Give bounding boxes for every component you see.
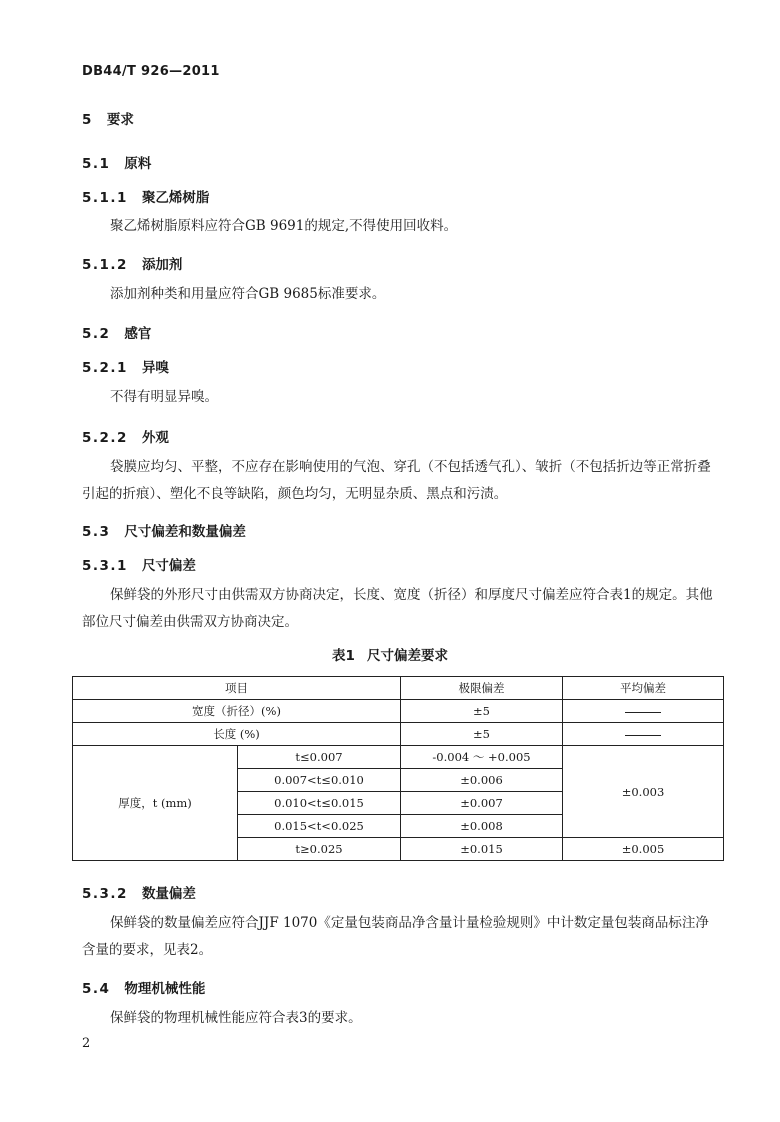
section-number: 5.3.2 bbox=[82, 886, 128, 902]
section-5-1-2-heading bbox=[82, 253, 182, 273]
section-number: 5.3.1 bbox=[82, 558, 128, 574]
section-5-3-2-heading bbox=[82, 882, 196, 902]
section-5-3-1-heading bbox=[82, 554, 196, 574]
empty-dash bbox=[625, 735, 661, 736]
section-5-2-1-heading bbox=[82, 356, 169, 376]
header-average-deviation: 平均偏差 bbox=[563, 677, 724, 700]
section-title: 感官 bbox=[124, 326, 152, 342]
section-number: 5.2.1 bbox=[82, 360, 128, 376]
header-limit-deviation: 极限偏差 bbox=[401, 677, 563, 700]
section-title: 添加剂 bbox=[141, 257, 183, 273]
cell-limit: -0.004 ～ +0.005 bbox=[401, 746, 563, 769]
table-header-row bbox=[73, 677, 724, 700]
cell-item: 长度 (%) bbox=[73, 723, 401, 746]
cell-limit: ±0.015 bbox=[401, 838, 563, 861]
table-number: 表1 bbox=[332, 648, 355, 664]
section-5-4-text: 保鲜袋的物理机械性能应符合表3的要求。 bbox=[110, 1010, 362, 1026]
section-title: 异嗅 bbox=[141, 360, 169, 376]
empty-dash bbox=[625, 712, 661, 713]
section-5-3-1-text: 保鲜袋的外形尺寸由供需双方协商决定，长度、宽度（折径）和厚度尺寸偏差应符合表1的规定。其他部位尺寸偏差由供需双方协商决定。 bbox=[82, 587, 713, 630]
section-title: 要求 bbox=[106, 112, 134, 128]
section-number: 5 bbox=[82, 112, 93, 128]
table-row-thickness bbox=[73, 746, 724, 769]
section-5-1-2-text: 添加剂种类和用量应符合GB 9685标准要求。 bbox=[110, 286, 386, 302]
cell-thickness-label: 厚度，t (mm) bbox=[73, 746, 238, 861]
cell-range: 0.015<t<0.025 bbox=[238, 815, 401, 838]
section-5-1-1-heading bbox=[82, 186, 209, 206]
section-5-heading bbox=[82, 108, 134, 128]
header-item: 项目 bbox=[73, 677, 401, 700]
section-5-3-heading bbox=[82, 520, 246, 540]
cell-average-empty bbox=[563, 723, 724, 746]
section-title: 尺寸偏差和数量偏差 bbox=[124, 524, 246, 540]
table-row-length bbox=[73, 723, 724, 746]
section-5-2-2-text: 袋膜应均匀、平整，不应存在影响使用的气泡、穿孔（不包括透气孔）、皱折（不包括折边等正常折叠引起的折痕）、塑化不良等缺陷，颜色均匀，无明显杂质、黑点和污渍。 bbox=[82, 459, 711, 502]
cell-limit: ±0.007 bbox=[401, 792, 563, 815]
cell-average-thin: ±0.003 bbox=[563, 746, 724, 838]
section-title: 尺寸偏差 bbox=[141, 558, 196, 574]
cell-limit: ±0.006 bbox=[401, 769, 563, 792]
cell-average-thick: ±0.005 bbox=[563, 838, 724, 861]
cell-range: t≥0.025 bbox=[238, 838, 401, 861]
section-5-1-1-text: 聚乙烯树脂原料应符合GB 9691的规定,不得使用回收料。 bbox=[110, 218, 458, 234]
table-title: 尺寸偏差要求 bbox=[366, 648, 448, 664]
section-5-2-heading bbox=[82, 322, 151, 342]
section-title: 原料 bbox=[124, 156, 152, 172]
dimension-deviation-table bbox=[72, 676, 724, 861]
cell-limit: ±5 bbox=[401, 700, 563, 723]
section-5-2-2-heading bbox=[82, 426, 169, 446]
cell-limit: ±0.008 bbox=[401, 815, 563, 838]
cell-average-empty bbox=[563, 700, 724, 723]
cell-range: t≤0.007 bbox=[238, 746, 401, 769]
section-title: 外观 bbox=[141, 430, 169, 446]
section-number: 5.4 bbox=[82, 981, 111, 997]
page-number: 2 bbox=[82, 1036, 91, 1051]
section-number: 5.2 bbox=[82, 326, 111, 342]
section-5-3-2-text: 保鲜袋的数量偏差应符合JJF 1070《定量包装商品净含量计量检验规则》中计数定量包装商品标注净含量的要求，见表2。 bbox=[82, 915, 709, 958]
cell-range: 0.010<t≤0.015 bbox=[238, 792, 401, 815]
section-5-1-heading bbox=[82, 152, 151, 172]
cell-item: 宽度（折径）(%) bbox=[73, 700, 401, 723]
section-5-4-heading bbox=[82, 977, 205, 997]
section-number: 5.2.2 bbox=[82, 430, 128, 446]
document-code: DB44/T 926—2011 bbox=[82, 64, 220, 79]
table-1-caption bbox=[0, 644, 780, 664]
section-5-2-1-text: 不得有明显异嗅。 bbox=[110, 389, 218, 405]
section-title: 数量偏差 bbox=[141, 886, 196, 902]
section-title: 物理机械性能 bbox=[124, 981, 206, 997]
section-number: 5.1.2 bbox=[82, 257, 128, 273]
section-number: 5.1.1 bbox=[82, 190, 128, 206]
cell-range: 0.007<t≤0.010 bbox=[238, 769, 401, 792]
cell-limit: ±5 bbox=[401, 723, 563, 746]
section-number: 5.3 bbox=[82, 524, 111, 540]
table-row-width bbox=[73, 700, 724, 723]
section-title: 聚乙烯树脂 bbox=[141, 190, 210, 206]
section-number: 5.1 bbox=[82, 156, 111, 172]
